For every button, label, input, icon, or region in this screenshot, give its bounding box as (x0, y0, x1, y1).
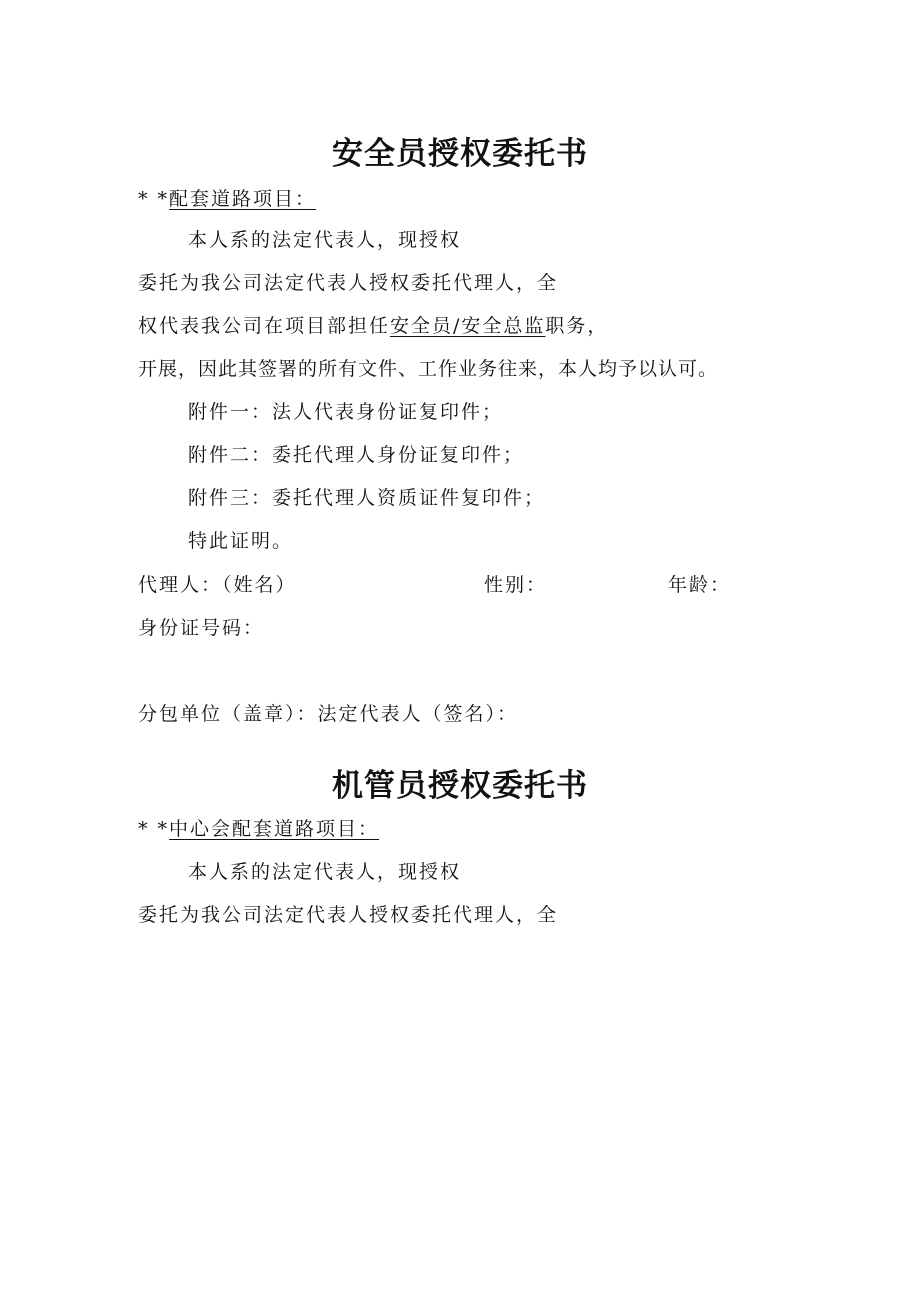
doc2-paragraph-2: 委托为我公司法定代表人授权委托代理人，全 (138, 904, 559, 926)
doc1-hereby: 特此证明。 (188, 530, 294, 552)
doc1-paragraph-1: 本人系的法定代表人，现授权 (188, 229, 462, 251)
doc1-gender-label: 性别： (484, 574, 548, 596)
doc1-attachment-1: 附件一：法人代表身份证复印件； (188, 401, 504, 423)
doc2-paragraph-1: 本人系的法定代表人，现授权 (188, 861, 462, 883)
doc1-p3-suffix: 职务， (545, 315, 609, 337)
doc2-project-label: 中心会配套道路项目： (169, 818, 380, 840)
doc1-attachment-2: 附件二：委托代理人身份证复印件； (188, 444, 525, 466)
doc1-attachment-3: 附件三：委托代理人资质证件复印件； (188, 487, 546, 509)
doc1-agent-label: 代理人：（姓名） (138, 574, 297, 596)
doc1-paragraph-4: 开展，因此其签署的所有文件、工作业务往来，本人均予以认可。 (138, 358, 719, 380)
doc2-project-line (138, 817, 379, 841)
doc1-age-label: 年龄： (668, 574, 732, 596)
doc1-paragraph-2: 委托为我公司法定代表人授权委托代理人，全 (138, 272, 559, 294)
doc2-project-prefix: * * (138, 818, 170, 840)
doc1-project-prefix: * * (138, 188, 170, 210)
doc1-project-line (138, 187, 316, 211)
doc1-paragraph-3 (138, 314, 608, 338)
doc1-project-label: 配套道路项目： (169, 188, 317, 210)
doc1-p3-role: 安全员/安全总监 (390, 315, 546, 337)
doc1-id-label: 身份证号码： (138, 617, 265, 639)
doc1-title: 安全员授权委托书 (332, 136, 588, 172)
doc2-title: 机管员授权委托书 (332, 768, 588, 804)
doc1-sign-label: 分包单位（盖章）：法定代表人（签名）： (138, 703, 519, 725)
doc1-p3-prefix: 权代表我公司在项目部担任 (138, 315, 391, 337)
